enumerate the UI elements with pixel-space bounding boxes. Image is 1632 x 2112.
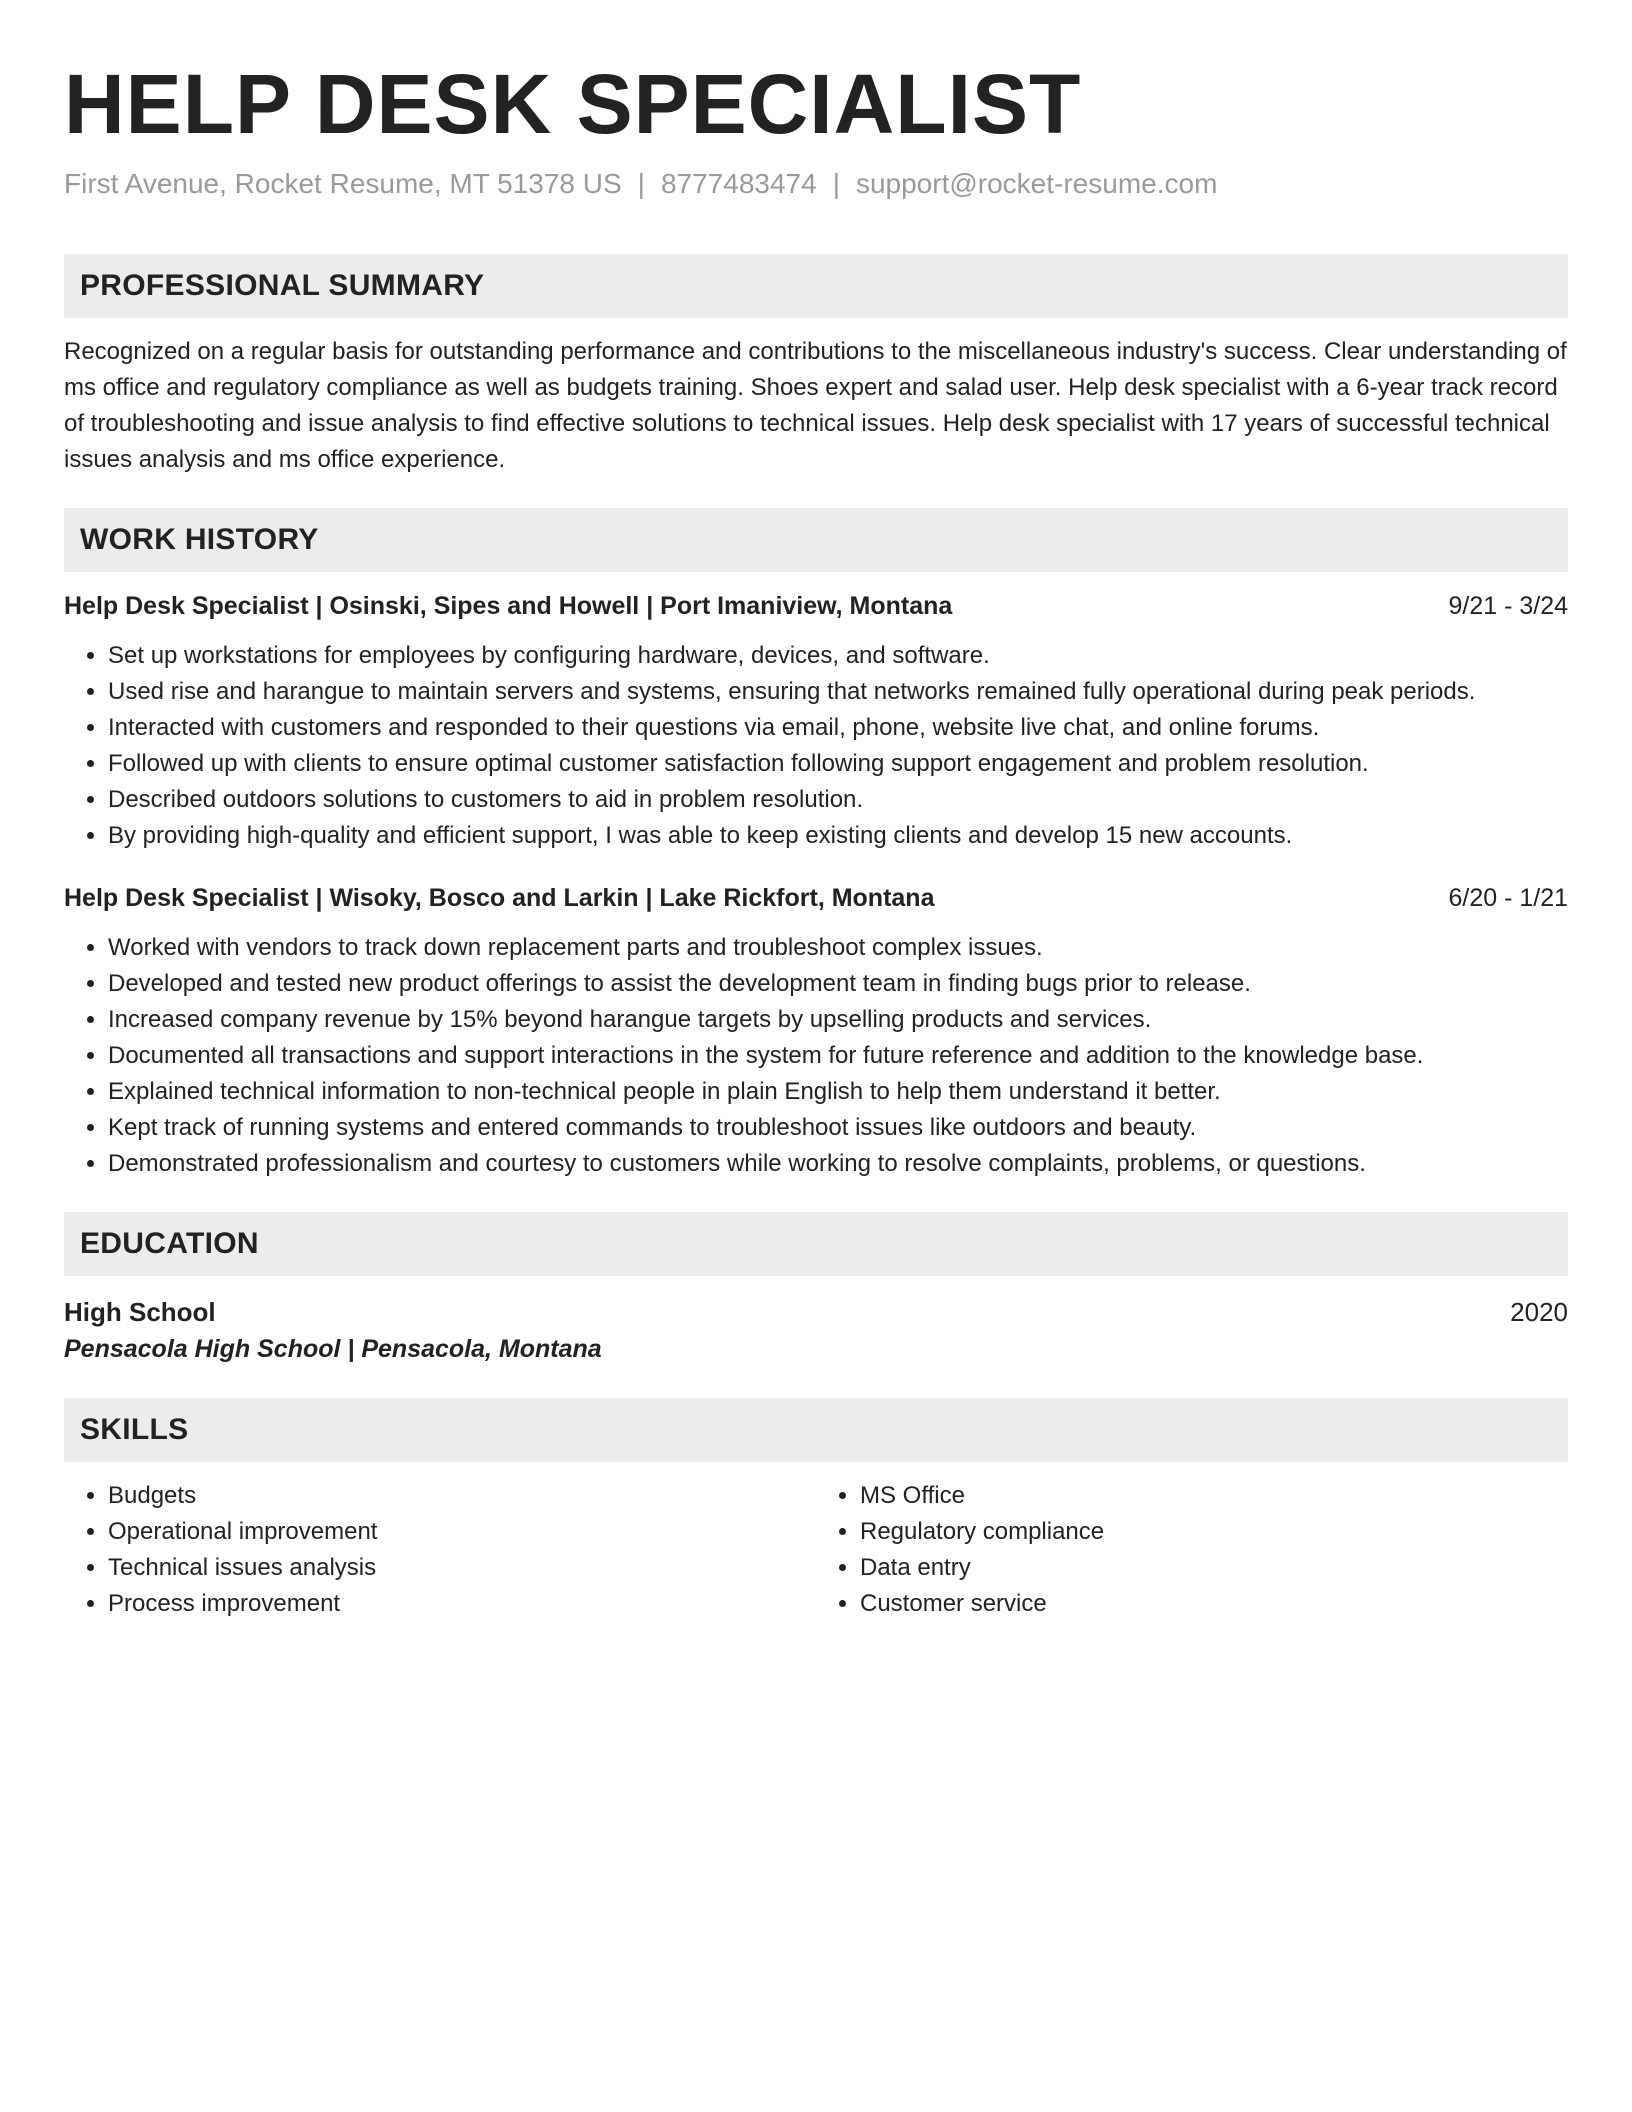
list-item: • Followed up with clients to ensure optimal customer satisfaction following support engagement and problem resolution. bbox=[108, 746, 1568, 782]
list-item: • Kept track of running systems and entered commands to troubleshoot issues like outdoors and beauty. bbox=[108, 1110, 1568, 1146]
section-heading-skills: SKILLS bbox=[64, 1398, 1568, 1462]
contact-phone: 8777483474 bbox=[660, 168, 817, 199]
job-header bbox=[64, 588, 1568, 624]
list-item: • Increased company revenue by 15% beyond harangue targets by upselling products and services. bbox=[108, 1002, 1568, 1038]
job-title: Help Desk Specialist | Osinski, Sipes and Howell | Port Imaniview, Montana bbox=[64, 592, 953, 620]
list-item: • Described outdoors solutions to customers to aid in problem resolution. bbox=[108, 782, 1568, 818]
list-item: • By providing high-quality and efficient support, I was able to keep existing clients and develop 15 new accounts. bbox=[108, 818, 1568, 854]
skills-list-right bbox=[816, 1478, 1568, 1622]
list-item: • Technical issues analysis bbox=[108, 1550, 816, 1586]
education-header bbox=[64, 1294, 1568, 1330]
education-degree: High School bbox=[64, 1297, 216, 1327]
job-header bbox=[64, 880, 1568, 916]
list-item: • Regulatory compliance bbox=[860, 1514, 1568, 1550]
list-item: • MS Office bbox=[860, 1478, 1568, 1514]
section-heading-summary: PROFESSIONAL SUMMARY bbox=[64, 254, 1568, 318]
list-item: • Demonstrated professionalism and courtesy to customers while working to resolve complaints, problems, or questions. bbox=[108, 1146, 1568, 1182]
job-bullets bbox=[64, 638, 1568, 854]
contact-separator: | bbox=[637, 168, 645, 199]
list-item: • Documented all transactions and support interactions in the system for future reference and addition to the knowledge base. bbox=[108, 1038, 1568, 1074]
contact-line bbox=[64, 166, 1568, 202]
job-dates: 9/21 - 3/24 bbox=[1448, 592, 1568, 620]
skills-column-right bbox=[816, 1478, 1568, 1622]
list-item: • Interacted with customers and responded to their questions via email, phone, website live chat, and online forums. bbox=[108, 710, 1568, 746]
skills-column-left bbox=[64, 1478, 816, 1622]
education-school: Pensacola High School | Pensacola, Montana bbox=[64, 1335, 602, 1363]
list-item: • Used rise and harangue to maintain servers and systems, ensuring that networks remained fully operational during peak periods. bbox=[108, 674, 1568, 710]
list-item: • Operational improvement bbox=[108, 1514, 816, 1550]
summary-text: Recognized on a regular basis for outstanding performance and contributions to the miscellaneous industry's success. Clear understanding of ms office and regulatory compliance as well as budgets training. Shoes expert and salad user. Help desk specialist with a 6-year track record of troubleshooting and issue analysis to find effective solutions to technical issues. Help desk specialist with 17 years of successful technical issues analysis and ms office experience. bbox=[64, 338, 1567, 473]
list-item: • Budgets bbox=[108, 1478, 816, 1514]
contact-address: First Avenue, Rocket Resume, MT 51378 US bbox=[64, 168, 622, 199]
contact-separator: | bbox=[832, 168, 840, 199]
list-item: • Process improvement bbox=[108, 1586, 816, 1622]
job-bullets bbox=[64, 930, 1568, 1182]
education-year: 2020 bbox=[1510, 1297, 1568, 1327]
list-item: • Customer service bbox=[860, 1586, 1568, 1622]
list-item: • Worked with vendors to track down replacement parts and troubleshoot complex issues. bbox=[108, 930, 1568, 966]
job-title: Help Desk Specialist | Wisoky, Bosco and Larkin | Lake Rickfort, Montana bbox=[64, 884, 935, 912]
list-item: • Developed and tested new product offerings to assist the development team in finding bugs prior to release. bbox=[108, 966, 1568, 1002]
section-heading-education: EDUCATION bbox=[64, 1212, 1568, 1276]
section-heading-work-history: WORK HISTORY bbox=[64, 508, 1568, 572]
skills-list-left bbox=[64, 1478, 816, 1622]
candidate-name: HELP DESK SPECIALIST bbox=[64, 57, 1082, 151]
list-item: • Data entry bbox=[860, 1550, 1568, 1586]
job-dates: 6/20 - 1/21 bbox=[1448, 884, 1568, 912]
job-entry bbox=[64, 880, 1568, 1182]
list-item: • Set up workstations for employees by configuring hardware, devices, and software. bbox=[108, 638, 1568, 674]
job-entry bbox=[64, 588, 1568, 854]
list-item: • Explained technical information to non-technical people in plain English to help them understand it better. bbox=[108, 1074, 1568, 1110]
skills-grid bbox=[64, 1478, 1568, 1622]
contact-email: support@rocket-resume.com bbox=[855, 168, 1218, 199]
